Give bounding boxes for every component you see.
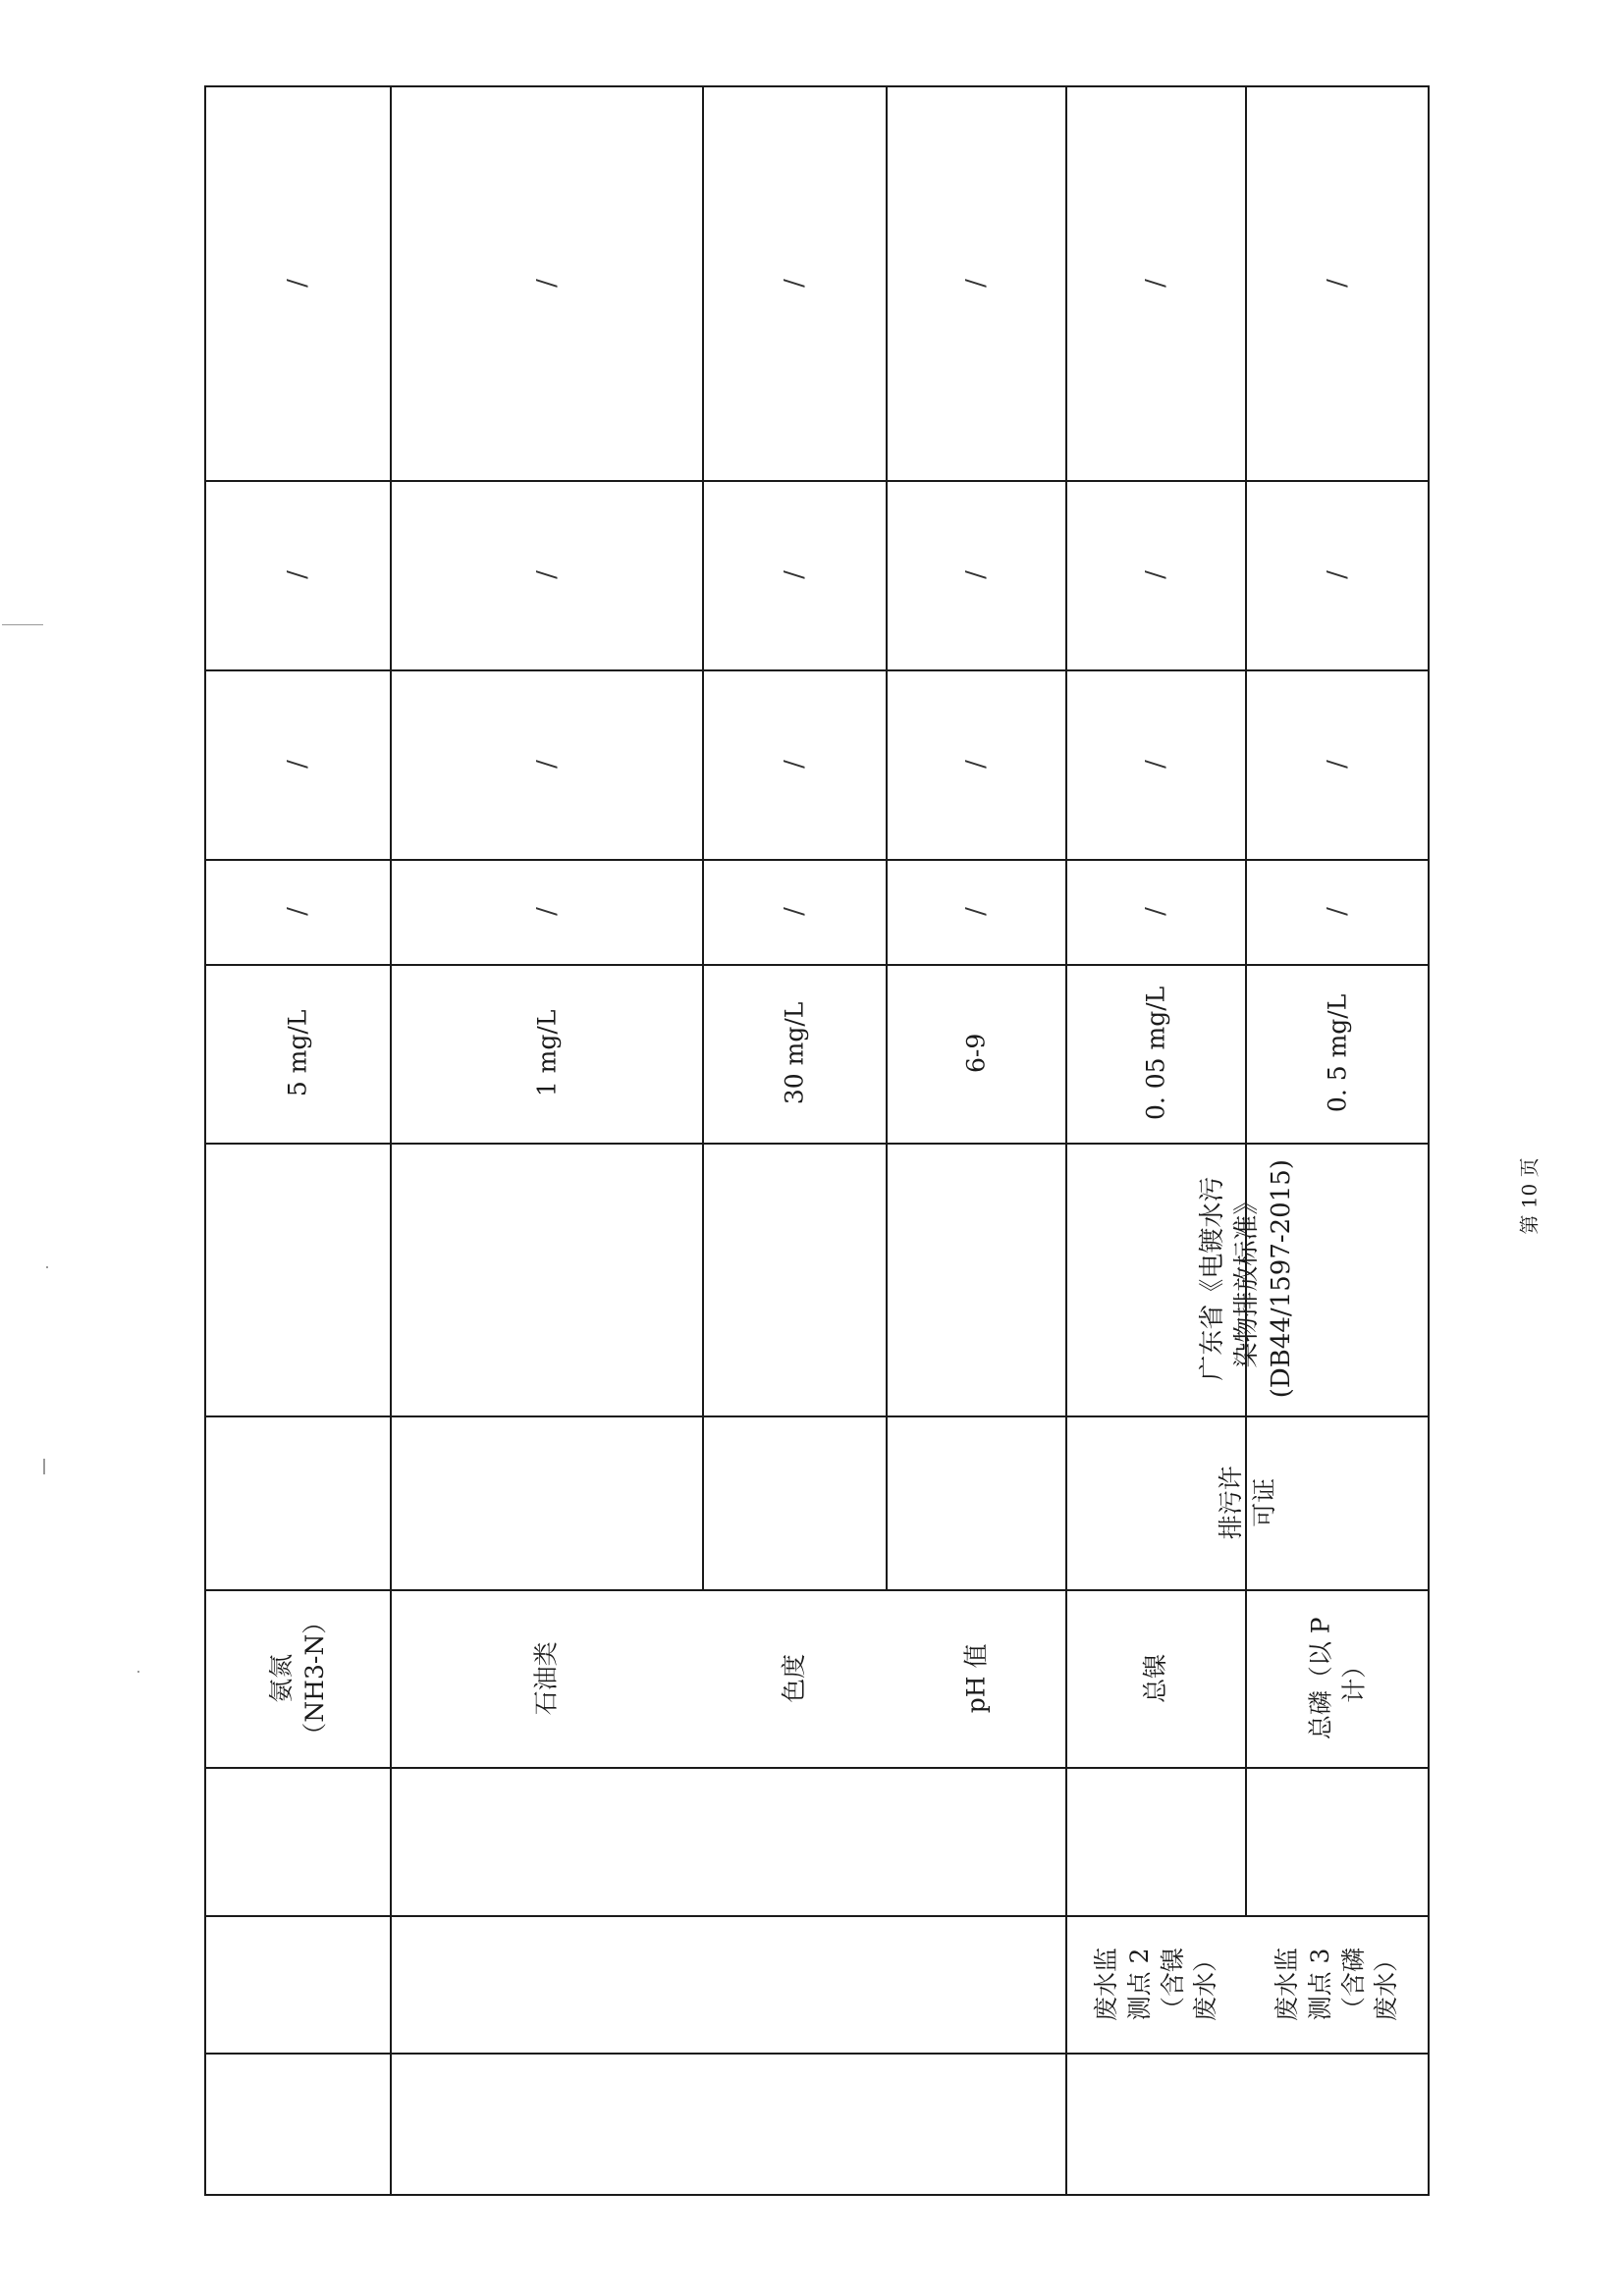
value-col-b: /: [960, 907, 991, 916]
value-col-b: /: [779, 907, 809, 916]
cell: [1067, 669, 1245, 859]
cell: [392, 669, 702, 859]
value-col-c: /: [1140, 760, 1170, 769]
value-col-d: /: [960, 570, 991, 579]
value-col-d: /: [1322, 570, 1352, 579]
page-number: [1500, 1156, 1559, 1235]
pollutant-name: 色度: [780, 1653, 809, 1703]
pollutant-name: pH 值: [961, 1643, 991, 1713]
pollutant-name: 氨氮 （NH3-N）: [266, 1609, 329, 1747]
cell: [392, 480, 702, 669]
value-col-e: /: [1140, 279, 1170, 289]
emission-limits-table: [204, 85, 1430, 2196]
cell: [888, 964, 1065, 1143]
value-col-b: /: [1140, 907, 1170, 916]
cell: [1247, 964, 1428, 1143]
limit-value: 5 mg/L: [283, 1009, 312, 1097]
limit-value: 0. 05 mg/L: [1141, 986, 1170, 1121]
cell: [704, 87, 886, 480]
cell: [1247, 480, 1428, 669]
permit-basis: 排污许 可证: [1216, 1465, 1278, 1540]
cell: [888, 1589, 1065, 1767]
cell: [206, 1589, 390, 1767]
value-col-c: /: [779, 760, 809, 769]
cell: [704, 480, 886, 669]
value-col-c: /: [282, 760, 312, 769]
scan-speck: [46, 1266, 48, 1268]
value-col-b: /: [1322, 907, 1352, 916]
value-col-b: /: [282, 907, 312, 916]
cell: [392, 1589, 702, 1767]
limit-value: 0. 5 mg/L: [1323, 993, 1352, 1113]
limit-value: 1 mg/L: [532, 1009, 562, 1097]
cell: [1067, 1589, 1245, 1767]
cell: [888, 87, 1065, 480]
cell: [704, 964, 886, 1143]
value-col-d: /: [282, 570, 312, 579]
limit-value: 30 mg/L: [780, 1001, 809, 1105]
cell: [1247, 1915, 1428, 2053]
value-col-e: /: [1322, 279, 1352, 289]
cell: [392, 964, 702, 1143]
cell: [888, 859, 1065, 964]
cell: [1067, 964, 1245, 1143]
discharge-standard: 广东省《电镀水污 染物排放标准》 (DB44/1597-2015): [1197, 1159, 1297, 1399]
value-col-e: /: [282, 279, 312, 289]
scan-speck: [2, 624, 43, 625]
cell: [206, 480, 390, 669]
table-row: [206, 87, 390, 480]
cell: [704, 859, 886, 964]
value-col-e: /: [779, 279, 809, 289]
value-col-d: /: [1140, 570, 1170, 579]
column-divider: [206, 1767, 1428, 1769]
pollutant-name: 总磷（以 P 计）: [1306, 1617, 1368, 1739]
cell: [1247, 1589, 1428, 1767]
cell: [392, 859, 702, 964]
cell: [1247, 87, 1428, 480]
monitoring-point: 废水监 测点 3 （含磷 废水）: [1272, 1947, 1401, 2021]
value-col-c: /: [1322, 760, 1352, 769]
cell: [1067, 1915, 1245, 2053]
limit-value: 6-9: [961, 1033, 991, 1074]
pollutant-name: 石油类: [532, 1640, 562, 1716]
monitoring-point: 废水监 测点 2 （含镍 废水）: [1091, 1947, 1220, 2021]
value-col-c: /: [531, 760, 562, 769]
cell: [1067, 859, 1245, 964]
cell: [1247, 859, 1428, 964]
column-divider: [206, 2053, 1428, 2055]
cell: [1067, 1143, 1428, 1415]
value-col-c: /: [960, 760, 991, 769]
value-col-d: /: [779, 570, 809, 579]
cell: [888, 669, 1065, 859]
cell: [206, 964, 390, 1143]
scan-speck: [43, 1459, 45, 1474]
value-col-e: /: [531, 279, 562, 289]
cell: [392, 87, 702, 480]
scan-speck: [137, 1671, 139, 1673]
cell: [1067, 87, 1245, 480]
cell: [704, 1589, 886, 1767]
cell: [1067, 480, 1245, 669]
value-col-d: /: [531, 570, 562, 579]
value-col-e: /: [960, 279, 991, 289]
cell: [1067, 1415, 1428, 1589]
cell: [888, 480, 1065, 669]
cell: [206, 669, 390, 859]
cell: [704, 669, 886, 859]
pollutant-name: 总镍: [1141, 1653, 1170, 1703]
cell: [1247, 669, 1428, 859]
page-number-text: 第 10 页: [1517, 1156, 1542, 1235]
cell: [206, 859, 390, 964]
value-col-b: /: [531, 907, 562, 916]
